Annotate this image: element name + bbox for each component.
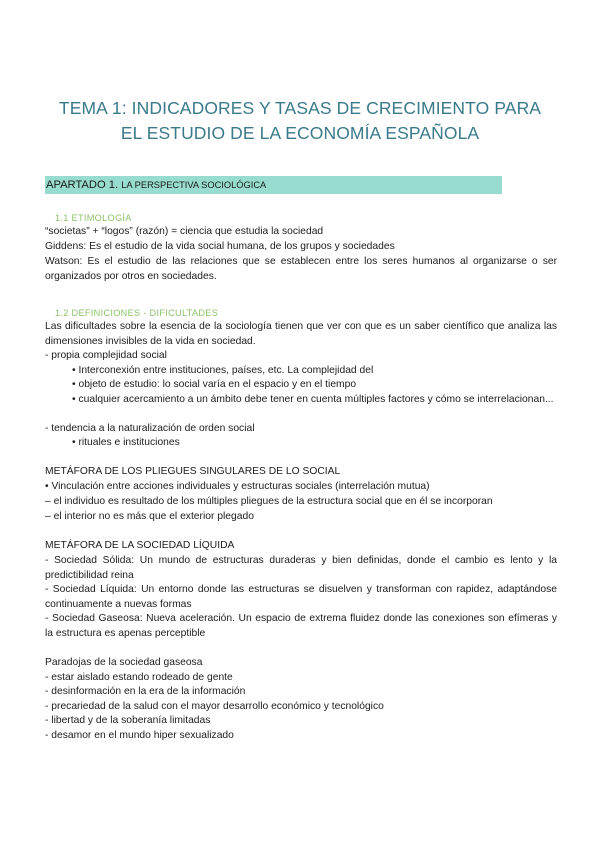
definiciones-intro: Las dificultades sobre la esencia de la sociología tienen que ver con que es un saber científico que analiza las dimensiones invisibles de la vida en sociedad.	[45, 321, 557, 347]
etimologia-watson: Watson: Es el estudio de las relaciones que se establecen entre los seres humanos al organizarse o ser organizados por otros en sociedades.	[45, 256, 557, 282]
title-line-2: EL ESTUDIO DE LA ECONOMÍA ESPAÑOLA	[120, 123, 480, 143]
pliegues-heading: METÁFORA DE LOS PLIEGUES SINGULARES DE LO SOCIAL	[45, 466, 341, 477]
document-title	[20, 96, 580, 146]
liquida-gaseosa: - Sociedad Gaseosa: Nueva aceleración. Un espacio de extrema fluidez donde las conexiones son efímeras y la estructura es apenas perceptible	[45, 613, 557, 639]
pliegues-line-2: – el individuo es resultado de los múltiples pliegues de la estructura social que en él se incorporan	[45, 496, 493, 507]
paradojas-line-2: - desinformación en la era de la información	[45, 686, 246, 697]
definiciones-bullet-4: • rituales e instituciones	[72, 437, 180, 448]
definiciones-bullet-3: • cualquier acercamiento a un ámbito debe tener en cuenta múltiples factores y cómo se interrelacionan...	[72, 394, 554, 405]
etimologia-line-1: “societas” + “logos” (razón) = ciencia que estudia la sociedad	[45, 226, 324, 237]
title-line-1: TEMA 1: INDICADORES Y TASAS DE CRECIMIENTO PARA	[58, 98, 542, 118]
paradojas-line-3: - precariedad de la salud con el mayor desarrollo económico y tecnológico	[45, 701, 384, 712]
liquida-solida: - Sociedad Sólida: Un mundo de estructuras duraderas y bien definidas, donde el cambio es lento y la predictibilidad reina	[45, 555, 557, 581]
section-banner	[45, 176, 502, 194]
subheading-etimologia: 1.1 ETIMOLOGÍA	[55, 213, 132, 223]
etimologia-line-2: Giddens: Es el estudio de la vida social humana, de los grupos y sociedades	[45, 241, 395, 252]
subheading-definiciones: 1.2 DEFINICIONES - DIFICULTADES	[55, 308, 219, 318]
liquida-heading: METÁFORA DE LA SOCIEDAD LÍQUIDA	[45, 540, 235, 551]
pliegues-line-3: – el interior no es más que el exterior plegado	[45, 511, 254, 522]
paradojas-heading: Paradojas de la sociedad gaseosa	[45, 657, 203, 668]
liquida-liquida: - Sociedad Líquida: Un entorno donde las estructuras se disuelven y transforman con rapidez, adaptándose continuamente a nuevas formas	[45, 584, 557, 610]
paradojas-line-5: - desamor en el mundo hiper sexualizado	[45, 730, 234, 741]
definiciones-item-2: - tendencia a la naturalización de orden social	[45, 423, 255, 434]
paradojas-line-4: - libertad y de la soberanía limitadas	[45, 715, 211, 726]
section-banner-prefix: APARTADO 1.	[46, 179, 119, 191]
paradojas-line-1: - estar aislado estando rodeado de gente	[45, 672, 233, 683]
section-banner-label: LA PERSPECTIVA SOCIOLÓGICA	[121, 180, 267, 190]
definiciones-bullet-2: • objeto de estudio: lo social varía en el espacio y en el tiempo	[72, 379, 357, 390]
pliegues-line-1: • Vinculación entre acciones individuales y estructuras sociales (interrelación mutua)	[45, 481, 430, 492]
definiciones-item-1: - propia complejidad social	[45, 350, 167, 361]
definiciones-bullet-1: • Interconexión entre instituciones, países, etc. La complejidad del	[72, 365, 374, 376]
